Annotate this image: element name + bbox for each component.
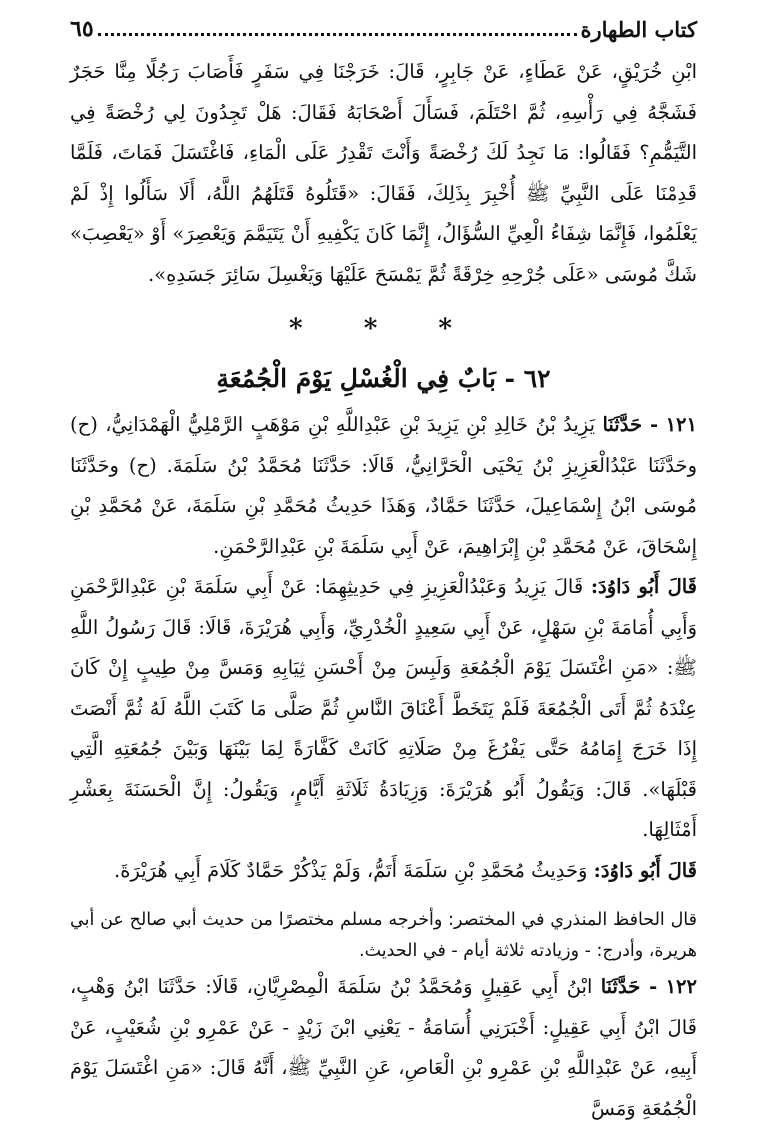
abu-dawud-label: قَالَ أَبُو دَاوُدَ: (593, 858, 697, 882)
header-dot-leader (98, 33, 577, 36)
hadith-121 (70, 405, 697, 567)
section-separator: * * * (289, 314, 478, 344)
abu-dawud-note-text: وَحَدِيثُ مُحَمَّدِ بْنِ سَلَمَةَ أَتَمُّ، وَلَمْ يَذْكُرْ حَمَّادٌ كَلَامَ أَبِي هُرَيْرَةَ. (114, 858, 588, 882)
hadith-122 (70, 967, 697, 1129)
hadith-number: ١٢١ (665, 413, 697, 436)
hadith-isnad: يَزِيدُ بْنُ خَالِدِ بْنِ يَزِيدَ بْنِ عَبْدِاللَّهِ بْنِ مَوْهَبٍ الرَّمْلِيُّ الْهَمْدَانِيُّ، (ح) وحَدَّثَنَا عَبْدُالْعَزِيزِ بْنُ يَحْيَى الْحَرَّانِيُّ، قَالَا: حَدَّثَنَا مُحَمَّدُ بْنُ سَلَمَةَ. (ح) وحَدَّثَنَا مُوسَى ابْنُ إِسْمَاعِيلَ، حَدَّثَنَا حَمَّادٌ، وَهَذَا حَدِيثُ مُحَمَّدِ بْنِ سَلَمَةَ، عَنْ مُحَمَّدِ بْنِ إِسْحَاقَ، عَنْ مُحَمَّدِ بْنِ إِبْرَاهِيمَ، عَنْ أَبِي سَلَمَةَ بْنِ عَبْدِالرَّحْمَنِ. (70, 413, 697, 558)
chapter-title: ٦٢ - بَابٌ فِي الْغُسْلِ يَوْمَ الْجُمُعَةِ (216, 364, 551, 393)
abu-dawud-note-text: قَالَ يَزِيدُ وَعَبْدُالْعَزِيزِ فِي حَدِيثِهِمَا: عَنْ أَبِي سَلَمَةَ بْنِ عَبْدِالرَّحْمَنِ وَأَبِي أُمَامَةَ بْنِ سَهْلٍ، عَنْ أَبِي سَعِيدٍ الْخُدْرِيِّ، وَأَبِي هُرَيْرَةَ، قَالَا: قَالَ رَسُولُ اللَّهِ ﷺ: «مَنِ اغْتَسَلَ يَوْمَ الْجُمُعَةِ وَلَبِسَ مِنْ أَحْسَنِ ثِيَابِهِ وَمَسَّ مِنْ طِيبٍ إِنْ كَانَ عِنْدَهُ ثُمَّ أَتَى الْجُمُعَةَ فَلَمْ يَتَخَطَّ أَعْنَاقَ النَّاسِ ثُمَّ صَلَّى مَا كَتَبَ اللَّهُ لَهُ ثُمَّ أَنْصَتَ إِذَا خَرَجَ إِمَامُهُ حَتَّى يَفْرُغَ مِنْ صَلَاتِهِ كَانَتْ كَفَّارَةً لِمَا بَيْنَهَا وَبَيْنَ جُمُعَتِهِ الَّتِي قَبْلَهَا». قَالَ: وَيَقُولُ أَبُو هُرَيْرَةَ: وَزِيَادَةُ ثَلَاثَةِ أَيَّامٍ، وَيَقُولُ: إِنَّ الْحَسَنَةَ بِعَشْرِ أَمْثَالِهَا. (70, 575, 697, 841)
book-title: كتاب الطهارة (580, 17, 697, 42)
continuation-text: ابْنِ خُرَيْقٍ، عَنْ عَطَاءٍ، عَنْ جَابِرٍ، قَالَ: خَرَجْنَا فِي سَفَرٍ فَأَصَابَ رَجُلًا مِنَّا حَجَرٌ فَشَجَّهُ فِي رَأْسِهِ، ثُمَّ احْتَلَمَ، فَسَأَلَ أَصْحَابَهُ فَقَالَ: هَلْ تَجِدُونَ لِي رُخْصَةً فِي التَّيَمُّمِ؟ فَقَالُوا: مَا نَجِدُ لَكَ رُخْصَةً وَأَنْتَ تَقْدِرُ عَلَى الْمَاءِ، فَاغْتَسَلَ فَمَاتَ، فَلَمَّا قَدِمْنَا عَلَى النَّبِيِّ ﷺ أُخْبِرَ بِذَلِكَ، فَقَالَ: «قَتَلُوهُ قَتَلَهُمُ اللَّهُ، أَلَا سَأَلُوا إِذْ لَمْ يَعْلَمُوا، فَإِنَّمَا شِفَاءُ الْعِيِّ السُّؤَالُ، إِنَّمَا كَانَ يَكْفِيهِ أَنْ يَتَيَمَّمَ وَيَعْصِرَ» أَوْ «يَعْصِبَ» شَكَّ مُوسَى «عَلَى جُرْحِهِ خِرْقَةً ثُمَّ يَمْسَحَ عَلَيْهَا وَيَغْسِلَ سَائِرَ جَسَدِهِ». (70, 60, 697, 286)
abu-dawud-label: قَالَ أَبُو دَاوُدَ: (590, 575, 697, 598)
haddathana-label: - حَدَّثَنَا (602, 413, 659, 436)
abu-dawud-note-2 (70, 851, 697, 892)
continuation-paragraph (70, 52, 697, 295)
mundhiri-commentary (70, 905, 697, 967)
commentary-text: قال الحافظ المنذري في المختصر: وأخرجه مسلم مختصرًا من حديث أبي صالح عن أبي هريرة، وأدرج: - وزيادته ثلاثة أيام - في الحديث. (70, 910, 697, 961)
hadith-number: ١٢٢ (665, 975, 697, 998)
abu-dawud-note-1 (70, 567, 697, 851)
page-number: ٦٥ (70, 16, 94, 42)
haddathana-label: - حَدَّثَنَا (600, 975, 658, 998)
running-header (70, 0, 697, 46)
hadith-text: ابْنُ أَبِي عَقِيلٍ وَمُحَمَّدُ بْنُ سَلَمَةَ الْمِصْرِيَّانِ، قَالَا: حَدَّثَنَا ابْنُ وَهْبٍ، قَالَ ابْنُ أَبِي عَقِيلٍ: أَخْبَرَنِي أُسَامَةُ - يَعْنِي ابْنَ زَيْدٍ - عَنْ عَمْرِو بْنِ شُعَيْبٍ، عَنْ أَبِيهِ، عَنْ عَبْدِاللَّهِ بْنِ عَمْرِو بْنِ الْعَاصِ، عَنِ النَّبِيِّ ﷺ، أَنَّهُ قَالَ: «مَنِ اغْتَسَلَ يَوْمَ الْجُمُعَةِ وَمَسَّ (70, 975, 697, 1120)
